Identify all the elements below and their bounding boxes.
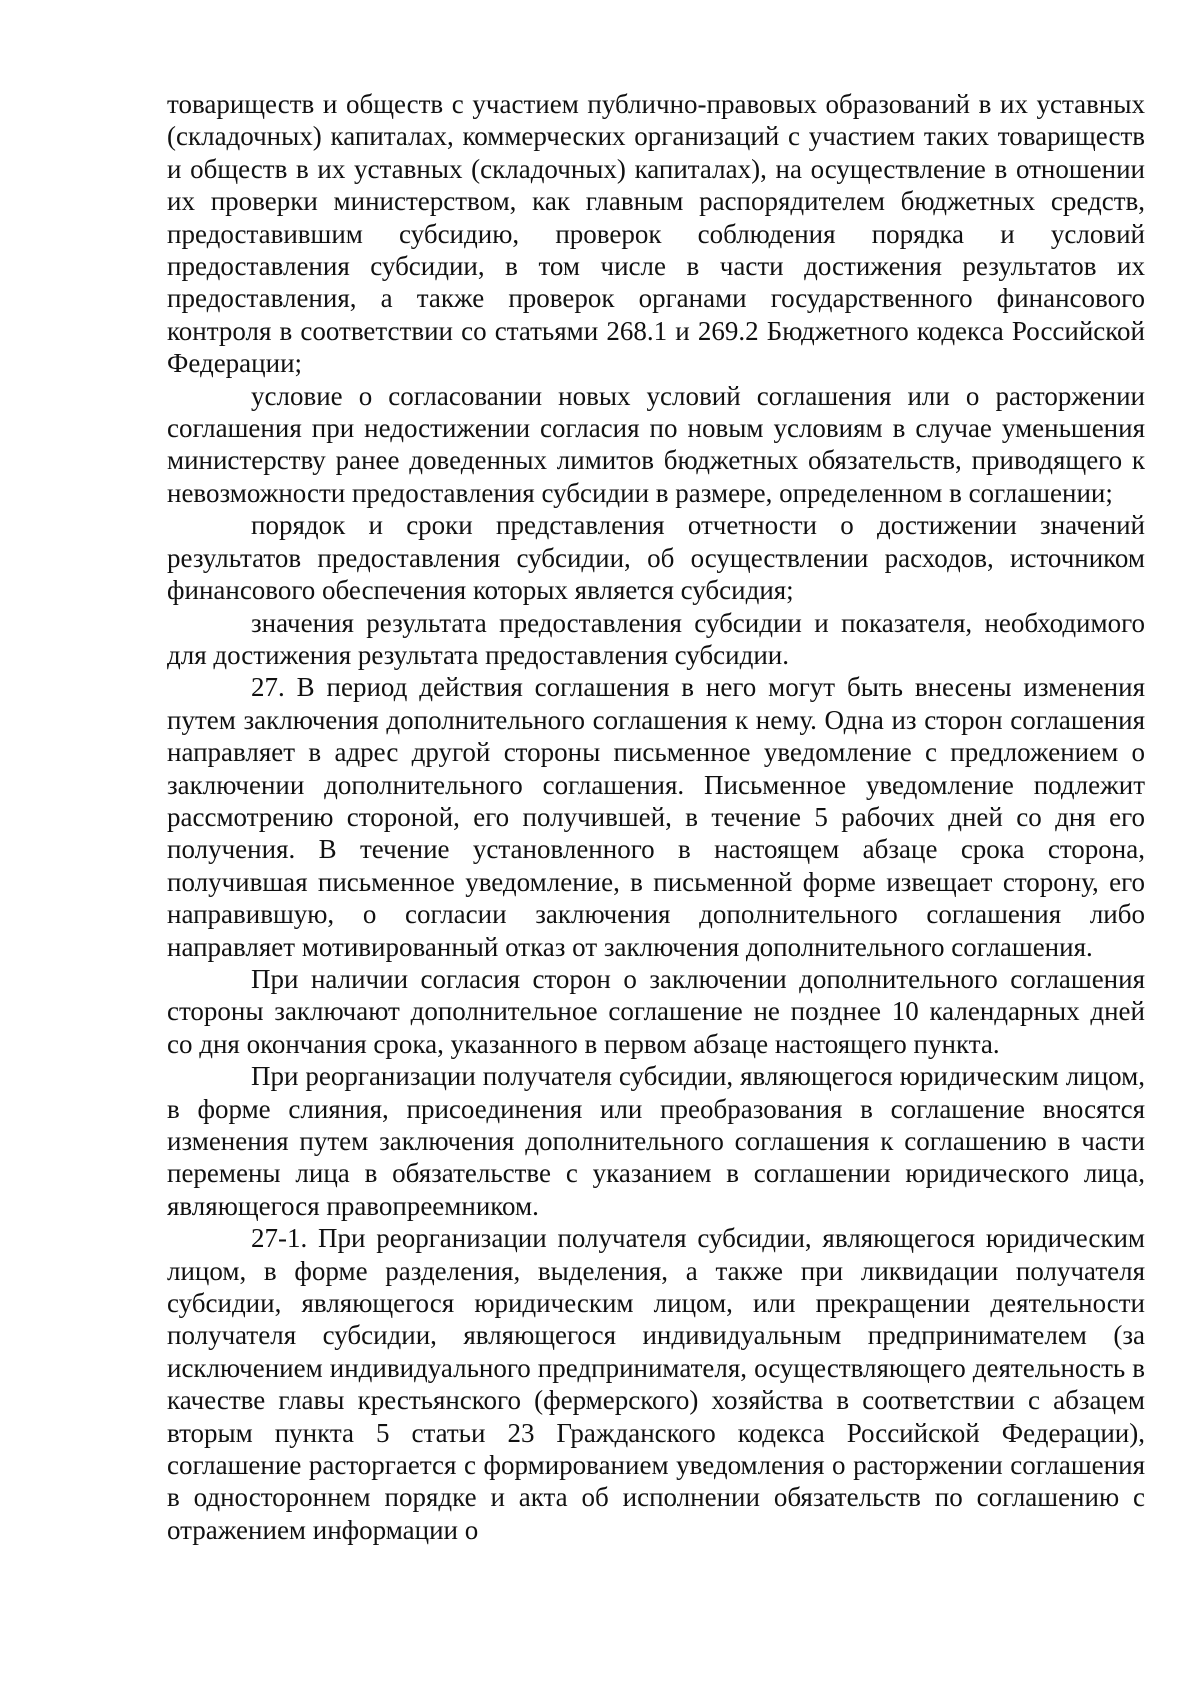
paragraph-item-27: 27. В период действия соглашения в него могут быть внесены изменения путем заключения дополнительного соглашения к нему. Одна из сторон соглашения направляет в адрес другой стороны письменное уведомление с предложением о заключении дополнительного соглашения. Письменное уведомление подлежит рассмотрению стороной, его получившей, в течение 5 рабочих дней со дня его получения. В течение установленного в настоящем абзаце срока сторона, получившая письменное уведомление, в письменной форме извещает сторону, его направившую, о согласии заключения дополнительного соглашения либо направляет мотивированный отказ от заключения дополнительного соглашения. — [167, 672, 1145, 962]
paragraph-result-values: значения результата предоставления субсидии и показателя, необходимого для достижения результата предоставления субсидии. — [167, 607, 1145, 670]
paragraph-item-27-1: 27-1. При реорганизации получателя субсидии, являющегося юридическим лицом, в форме разделения, выделения, а также при ликвидации получателя субсидии, являющегося юридическим лицом, или прекращении деятельности получателя субсидии, являющегося индивидуальным предпринимателем (за исключением индивидуального предпринимателя, осуществляющего деятельность в качестве главы крестьянского (фермерского) хозяйства в соответствии с абзацем вторым пункта 5 статьи 23 Гражданского кодекса Российской Федерации), соглашение расторгается с формированием уведомления о расторжении соглашения в одностороннем порядке и акта об исполнении обязательств по соглашению с отражением информации о — [167, 1223, 1145, 1545]
document-page — [167, 88, 1145, 1546]
paragraph-reorganization: При реорганизации получателя субсидии, являющегося юридическим лицом, в форме слияния, присоединения или преобразования в соглашение вносятся изменения путем заключения дополнительного соглашения к соглашению в части перемены лица в обязательстве с указанием в соглашении юридического лица, являющегося правопреемником. — [167, 1061, 1145, 1221]
paragraph-continuation: товариществ и обществ с участием публично-правовых образований в их уставных (складочных) капиталах, коммерческих организаций с участием таких товариществ и обществ в их уставных (складочных) капиталах), на осуществление в отношении их проверки министерством, как главным распорядителем бюджетных средств, предоставившим субсидию, проверок соблюдения порядка и условий предоставления субсидии, в том числе в части достижения результатов их предоставления, а также проверок органами государственного финансового контроля в соответствии со статьями 268.1 и 269.2 Бюджетного кодекса Российской Федерации; — [167, 89, 1145, 379]
paragraph-agreement-condition: условие о согласовании новых условий соглашения или о расторжении соглашения при недостижении согласия по новым условиям в случае уменьшения министерству ранее доведенных лимитов бюджетных обязательств, приводящего к невозможности предоставления субсидии в размере, определенном в соглашении; — [167, 380, 1145, 508]
paragraph-reporting-order: порядок и сроки представления отчетности о достижении значений результатов предоставления субсидии, об осуществлении расходов, источником финансового обеспечения которых является субсидия; — [167, 510, 1145, 606]
paragraph-parties-agreement: При наличии согласия сторон о заключении дополнительного соглашения стороны заключают дополнительное соглашение не позднее 10 календарных дней со дня окончания срока, указанного в первом абзаце настоящего пункта. — [167, 963, 1145, 1059]
